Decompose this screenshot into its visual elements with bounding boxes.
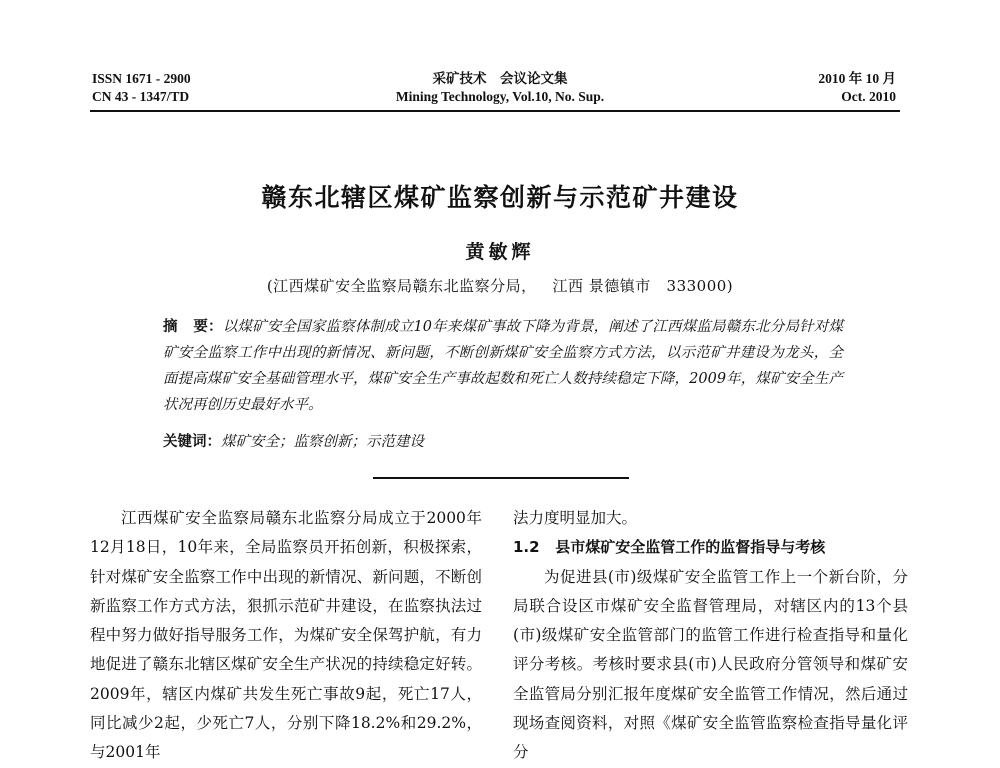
section-heading-1-2: 1.2 县市煤矿安全监管工作的监督指导与考核 <box>513 538 826 557</box>
publication-date-english: Oct. 2010 <box>841 89 896 104</box>
paper-title: 赣东北辖区煤矿监察创新与示范矿井建设 <box>261 183 739 212</box>
keywords-text: 煤矿安全；监察创新；示范建设 <box>221 434 424 450</box>
intro-paragraph: 江西煤矿安全监察局赣东北监察分局成立于2000年12月18日，10年来，全局监察员开拓创新，积极探索，针对煤矿安全监察工作中出现的新情况、新问题，不断创新监察工作方式方法，狠抓示范矿井建设，在监察执法过程中努力做好指导服务工作，为煤矿安全保驾护航，有力地促进了赣东北辖区煤矿安全生产状况的持续稳定好转。2009年，辖区内煤矿共发生死亡事故9起，死亡17人，同比减少2起，少死亡7人，分别下降18.2%和29.2%，与2001年 <box>90 509 482 762</box>
keywords <box>163 430 843 451</box>
abstract-text: 以煤矿安全国家监察体制成立10年来煤矿事故下降为背景，阐述了江西煤监局赣东北分局针对煤矿安全监察工作中出现的新情况、新问题，不断创新煤矿安全监察方式方法，以示范矿井建设为龙头，全面提高煤矿安全基础管理水平，煤矿安全生产事故起数和死亡人数持续稳定下降，2009年，煤矿安全生产状况再创历史最好水平。 <box>163 319 843 413</box>
section-paragraph: 为促进县(市)级煤矿安全监管工作上一个新台阶，分局联合设区市煤矿安全监督管理局，对辖区内的13个县(市)级煤矿安全监管部门的监管工作进行检查指导和量化评分考核。考核时要求县(市)人民政府分管领导和煤矿安全监管局分别汇报年度煤矿安全监管工作情况，然后通过现场查阅资料，对照《煤矿安全监管监察检查指导量化评分 <box>513 567 908 762</box>
author-name: 黄敏辉 <box>465 241 535 263</box>
abstract-divider <box>373 477 629 479</box>
journal-issn-block <box>92 70 191 106</box>
publication-date-chinese: 2010 年 10 月 <box>818 71 896 86</box>
header-divider <box>90 110 900 112</box>
issn-number: ISSN 1671 - 2900 <box>92 71 191 86</box>
body-right-column <box>513 504 908 768</box>
body-left-column <box>90 504 482 768</box>
cn-number: CN 43 - 1347/TD <box>92 89 190 104</box>
publication-date-block <box>818 70 896 106</box>
journal-name-block <box>300 70 700 106</box>
journal-name-english: Mining Technology, Vol.10, No. Sup. <box>395 89 605 104</box>
abstract <box>163 314 843 418</box>
journal-name-chinese: 采矿技术 会议论文集 <box>432 71 568 86</box>
author-affiliation: (江西煤矿安全监察局赣东北监察分局， 江西 景德镇市 333000) <box>266 277 734 295</box>
keywords-label: 关键词： <box>163 433 221 450</box>
abstract-label: 摘 要： <box>163 318 223 335</box>
continuation-text: 法力度明显加大。 <box>513 509 638 527</box>
